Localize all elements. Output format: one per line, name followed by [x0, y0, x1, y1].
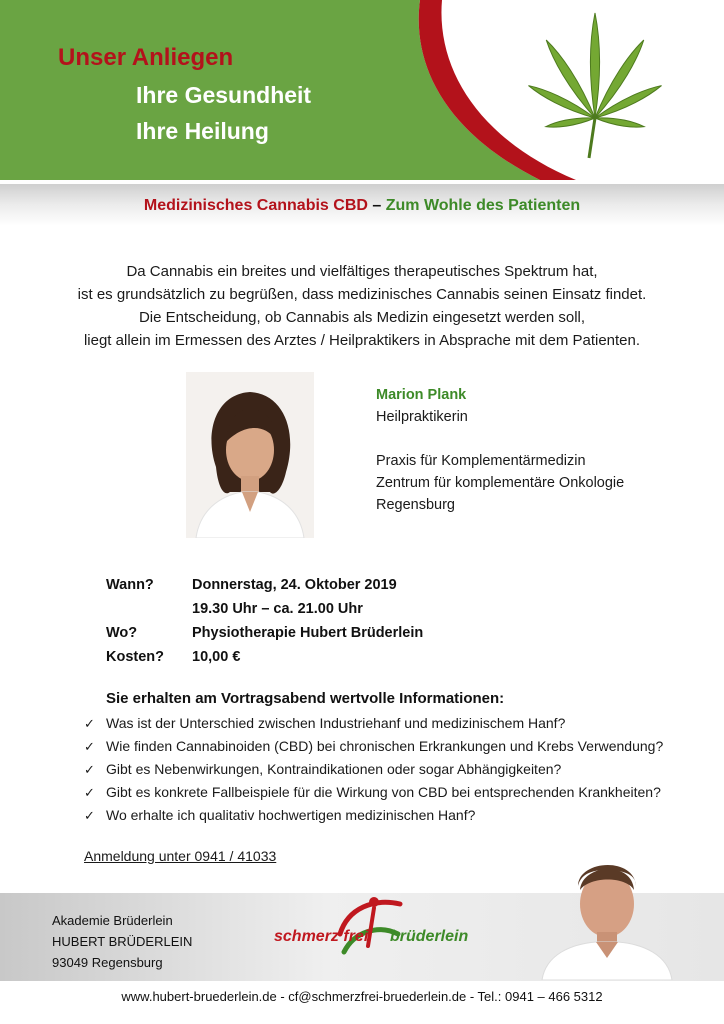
subtitle-tagline: Zum Wohle des Patienten — [385, 197, 581, 214]
event-cost: 10,00 € — [192, 649, 241, 665]
registration-phone[interactable]: Anmeldung unter 0941 / 41033 — [84, 848, 277, 864]
intro-paragraph — [40, 260, 684, 352]
benefits-title: Sie erhalten am Vortragsabend wertvolle Informationen: — [106, 690, 505, 707]
checkmark-icon: ✓ — [84, 808, 95, 823]
benefits-list — [84, 712, 663, 827]
checkmark-icon: ✓ — [84, 739, 95, 754]
logo-figure-icon — [334, 894, 404, 956]
benefit-text: Wie finden Cannabinoiden (CBD) bei chronischen Erkrankungen und Krebs Verwendung? — [106, 738, 664, 754]
trainer-photo-icon — [536, 848, 676, 980]
benefit-text: Gibt es Nebenwirkungen, Kontraindikationen oder sogar Abhängigkeiten? — [106, 761, 562, 777]
speaker-city: Regensburg — [376, 497, 455, 513]
speaker-role: Heilpraktikerin — [376, 409, 468, 425]
logo-text-schmerzfrei: schmerz frei — [274, 928, 369, 945]
speaker-practice: Praxis für Komplementärmedizin — [376, 453, 586, 469]
list-item — [84, 758, 663, 781]
header-line-healing: Ihre Heilung — [136, 118, 269, 144]
checkmark-icon: ✓ — [84, 785, 95, 800]
speaker-photo-icon — [186, 372, 314, 538]
footer-address — [52, 910, 192, 973]
intro-line: liegt allein im Ermessen des Arztes / Heilpraktikers in Absprache mit dem Patienten. — [83, 332, 641, 349]
list-item — [84, 712, 663, 735]
event-time: 19.30 Uhr – ca. 21.00 Uhr — [192, 601, 363, 617]
benefit-text: Was ist der Unterschied zwischen Industriehanf und medizinischem Hanf? — [106, 715, 566, 731]
cannabis-leaf-icon — [500, 8, 690, 168]
speaker-portrait — [186, 372, 314, 538]
event-subtitle — [0, 197, 724, 215]
header-title: Unser Anliegen — [58, 44, 234, 71]
address-academy: Akademie Brüderlein — [52, 913, 173, 928]
list-item — [84, 735, 663, 758]
list-item — [84, 781, 663, 804]
contact-line[interactable]: www.hubert-bruederlein.de - cf@schmerzfrei-bruederlein.de - Tel.: 0941 – 466 5312 — [121, 989, 603, 1004]
header-banner — [0, 0, 724, 180]
cost-label: Kosten? — [106, 649, 164, 665]
logo-text-bruederlein: brüderlein — [390, 928, 469, 945]
event-details — [106, 573, 423, 669]
address-name: HUBERT BRÜDERLEIN — [52, 934, 193, 949]
subtitle-dash: – — [367, 197, 386, 214]
header-line-health: Ihre Gesundheit — [136, 82, 312, 108]
where-label: Wo? — [106, 625, 138, 641]
event-location: Physiotherapie Hubert Brüderlein — [192, 625, 424, 641]
when-label: Wann? — [106, 577, 154, 593]
speaker-name: Marion Plank — [376, 387, 467, 403]
event-date: Donnerstag, 24. Oktober 2019 — [192, 577, 397, 593]
trainer-photo — [536, 848, 676, 980]
list-item — [84, 804, 663, 827]
intro-line: Die Entscheidung, ob Cannabis als Medizin eingesetzt werden soll, — [138, 309, 586, 326]
schmerzfrei-logo — [272, 892, 492, 972]
intro-line: Da Cannabis ein breites und vielfältiges therapeutisches Spektrum hat, — [126, 263, 598, 280]
benefit-text: Gibt es konkrete Fallbeispiele für die Wirkung von CBD bei entsprechenden Krankheiten? — [106, 784, 661, 800]
checkmark-icon: ✓ — [84, 762, 95, 777]
speaker-center: Zentrum für komplementäre Onkologie — [376, 475, 625, 491]
subtitle-topic: Medizinisches Cannabis CBD — [143, 197, 368, 214]
benefit-text: Wo erhalte ich qualitativ hochwertigen medizinischen Hanf? — [106, 807, 476, 823]
address-city: 93049 Regensburg — [52, 955, 163, 970]
checkmark-icon: ✓ — [84, 716, 95, 731]
intro-line: ist es grundsätzlich zu begrüßen, dass medizinisches Cannabis seinen Einsatz findet. — [77, 286, 647, 303]
speaker-info — [376, 384, 624, 516]
